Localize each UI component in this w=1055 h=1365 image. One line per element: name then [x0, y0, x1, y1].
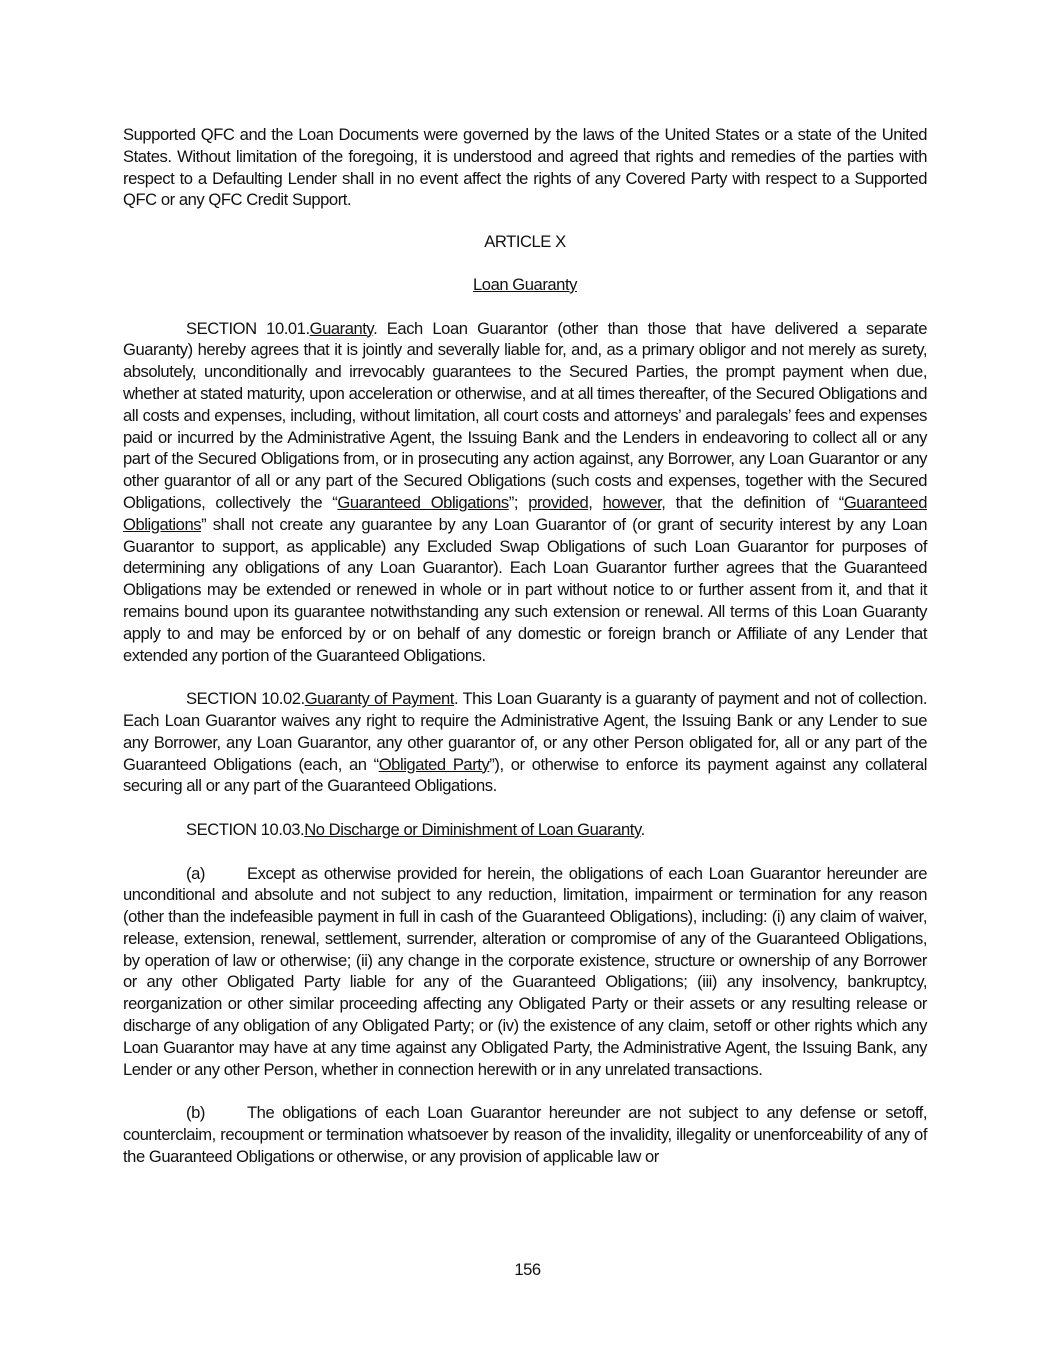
article-title-text: Loan Guaranty [473, 274, 577, 294]
page-number: 156 [514, 1260, 541, 1279]
subsection-text: Except as otherwise provided for herein, the obligations of each Loan Guarantor hereunder are unconditional and absolute and not subject to any reduction, limitation, impairment or termination for any reason (other than the indefeasible payment in full in cash of the Guaranteed Obligations), including: (i) any claim of waiver, release, extension, renewal, settlement, surrender, alteration or compromise of any of the Guaranteed Obligations, by operation of law or otherwise; (ii) any change in the corporate existence, structure or ownership of any Borrower or any other Obligated Party liable for any of the Guaranteed Obligations; (iii) any insolvency, bankruptcy, reorganization or other similar proceeding affecting any Obligated Party or their assets or any resulting release or discharge of any obligation of any Obligated Party; or (iv) the existence of any claim, setoff or other rights which any Loan Guarantor may have at any time against any Obligated Party, the Administrative Agent, the Issuing Bank, any Lender or any other Person, whether in connection herewith or in any unrelated transactions. [123, 863, 927, 1079]
article-heading: ARTICLE X [484, 232, 566, 252]
section-text: ”; [508, 492, 529, 512]
section-text: , that the definition of “ [661, 492, 844, 512]
subsection-text: The obligations of each Loan Guarantor hereunder are not subject to any defense or setoff, counterclaim, recoupment or termination whatsoever by reason of the invalidity, illegality or unenforceability of any of the Guaranteed Obligations or otherwise, or any provision of applicable law or [123, 1103, 927, 1166]
section-10-02 [123, 688, 927, 797]
section-text: . Each Loan Guarantor (other than those that have delivered a separate Guaranty) hereby agrees that it is jointly and severally liable for, and, as a primary obligor and not merely as surety, absolutely, unconditionally and irrevocably guarantees to the Secured Parties, the prompt payment when due, whether at stated maturity, upon acceleration or otherwise, and at all times thereafter, of the Secured Obligations and all costs and expenses, including, without limitation, all court costs and attorneys’ and paralegals’ fees and expenses paid or incurred by the Administrative Agent, the Issuing Bank and the Lenders in endeavoring to collect all or any part of the Secured Obligations from, or in prosecuting any action against, any Borrower, any Loan Guarantor or any other guarantor of all or any part of the Secured Obligations (such costs and expenses, together with the Secured Obligations, collectively the “ [123, 318, 927, 512]
subsection-label: (a) [186, 863, 205, 883]
intro-paragraph: Supported QFC and the Loan Documents were governed by the laws of the United States or a state of the United States. Without limitation of the foregoing, it is understood and agreed that rights and remedies of the parties with respect to a Defaulting Lender shall in no event affect the rights of any Covered Party with respect to a Supported QFC or any QFC Credit Support. [123, 125, 927, 210]
section-text: , [588, 492, 603, 512]
subsection-a [123, 863, 927, 1081]
section-text: . This Loan Guaranty is a guaranty of payment and not of collection. Each Loan Guarantor waives any right to require the Administrative Agent, the Issuing Bank or any Lender to sue any Borrower, any Loan Guarantor, any other guarantor of, or any other Person obligated for, all or any part of the Guaranteed Obligations (each, an “ [123, 689, 928, 774]
proviso-term: provided [528, 492, 589, 512]
section-number: SECTION 10.02. [186, 689, 305, 709]
proviso-term: however [602, 492, 662, 512]
section-10-03 [123, 819, 927, 841]
subsection-b [123, 1102, 927, 1167]
section-number: SECTION 10.01. [186, 318, 310, 338]
section-title: Guaranty [309, 318, 374, 338]
section-title: No Discharge or Diminishment of Loan Guaranty [304, 819, 641, 839]
article-title [123, 274, 927, 296]
section-text: ”), or otherwise to enforce its payment against any collateral securing all or any part of the Guaranteed Obligations. [123, 754, 927, 796]
defined-term: Guaranteed Obligations [337, 492, 509, 512]
section-title: Guaranty of Payment [304, 689, 454, 709]
defined-term: Guaranteed Obligations [123, 492, 927, 534]
defined-term: Obligated Party [378, 754, 490, 774]
section-number: SECTION 10.03. [186, 819, 305, 839]
section-text: . [640, 819, 645, 839]
document-page [123, 124, 927, 1168]
section-text: ” shall not create any guarantee by any Loan Guarantor of (or grant of security interest by any Loan Guarantor to support, as applicable) any Excluded Swap Obligations of such Loan Guarantor for purposes of determining any obligations of any Loan Guarantor). Each Loan Guarantor further agrees that the Guaranteed Obligations may be extended or renewed in whole or in part without notice to or further assent from it, and that it remains bound upon its guarantee notwithstanding any such extension or renewal. All terms of this Loan Guaranty apply to and may be enforced by or on behalf of any domestic or foreign branch or Affiliate of any Lender that extended any portion of the Guaranteed Obligations. [123, 514, 927, 665]
section-10-01 [123, 318, 927, 667]
subsection-label: (b) [186, 1103, 205, 1123]
